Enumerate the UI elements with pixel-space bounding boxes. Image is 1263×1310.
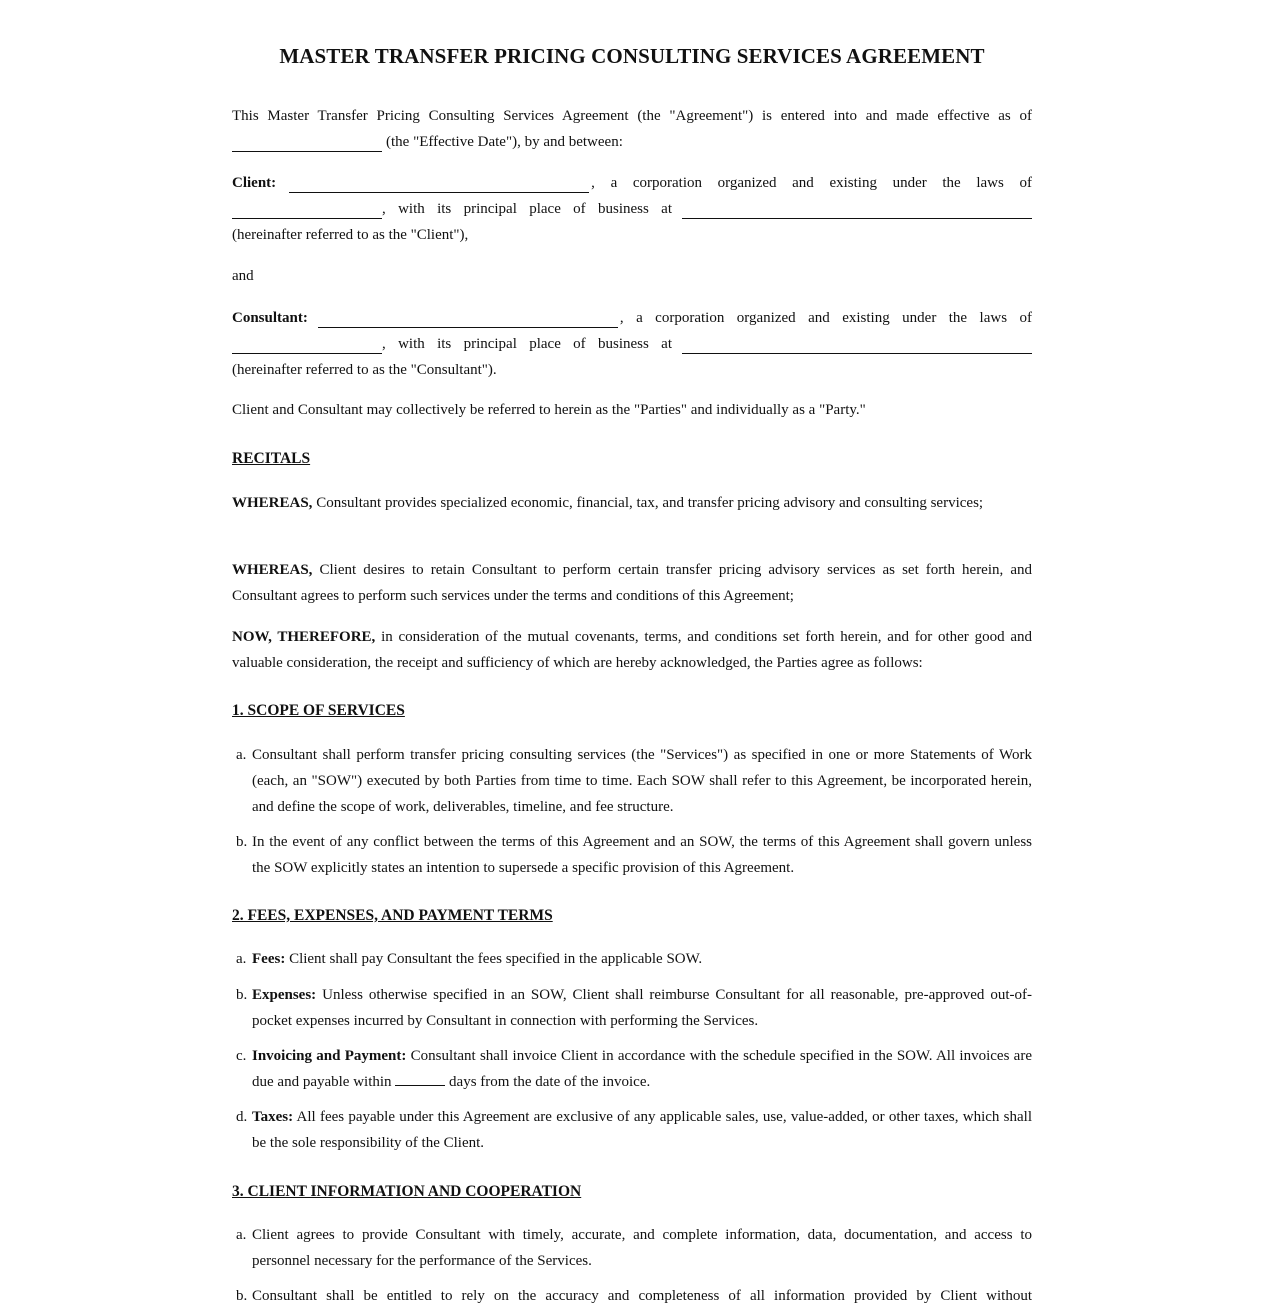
whereas-lead-2: WHEREAS, [232, 562, 313, 578]
consultant-name-blank[interactable] [318, 313, 618, 328]
invoicing-text-after: days from the date of the invoice. [445, 1073, 651, 1090]
consultant-address-blank[interactable] [682, 339, 1032, 354]
document-title: MASTER TRANSFER PRICING CONSULTING SERVICES AGREEMENT [279, 44, 985, 68]
intro-line-1: This Master Transfer Pricing Consulting Services Agreement (the "Agreement") is entered into and made effective as of [232, 108, 1032, 124]
invoicing-lead: Invoicing and Payment: [252, 1048, 407, 1064]
whereas-paragraph-2 [232, 558, 1032, 610]
list-item-text [252, 1105, 1032, 1157]
list-item [232, 947, 1032, 973]
intro-line-2: (the "Effective Date"), by and between: [386, 133, 623, 150]
whereas-paragraph-1 [232, 491, 1032, 517]
section-2-heading: 2. FEES, EXPENSES, AND PAYMENT TERMS [232, 907, 553, 924]
list-marker: b. [236, 834, 248, 850]
now-therefore-lead: NOW, THEREFORE, [232, 629, 376, 645]
consultant-text-1: , a corporation organized and existing under the laws of [619, 310, 1032, 326]
section-1-heading: 1. SCOPE OF SERVICES [232, 702, 405, 719]
list-item-text [252, 947, 1032, 973]
and-text: and [232, 268, 254, 284]
taxes-text: All fees payable under this Agreement are exclusive of any applicable sales, use, value-added, or other taxes, which shall be the sole responsibility of the Client. [252, 1109, 1032, 1151]
list-item [232, 1044, 1032, 1096]
section-3-heading: 3. CLIENT INFORMATION AND COOPERATION [232, 1183, 582, 1200]
parties-paragraph: Client and Consultant may collectively be referred to herein as the "Parties" and individually as a "Party." [232, 402, 866, 418]
whereas-text-1: Consultant provides specialized economic, financial, tax, and transfer pricing advisory and consulting services; [312, 495, 984, 511]
invoicing-text: Consultant shall invoice Client in accordance with the schedule specified in the SOW. All invoices are due and payable within [252, 1048, 1032, 1090]
list-item [232, 743, 1032, 820]
fees-text: Client shall pay Consultant the fees specified in the applicable SOW. [285, 951, 703, 967]
payment-days-blank[interactable] [395, 1071, 445, 1086]
client-jurisdiction-blank[interactable] [232, 204, 382, 219]
consultant-label: Consultant: [232, 310, 308, 326]
list-item [232, 1284, 1032, 1310]
list-item-text: Consultant shall perform transfer pricing consulting services (the "Services") as specified in one or more Statements of Work (each, an "SOW") executed by both Parties from time to time. Each SOW shall refer to this Agreement, be incorporated herein, and define the scope of work, deliverables, timeline, and fee structure. [252, 747, 1032, 815]
client-name-blank[interactable] [289, 178, 589, 193]
client-address-blank[interactable] [682, 204, 1032, 219]
consultant-text-2: , with its principal place of business at [382, 335, 672, 352]
list-item-text: Consultant shall be entitled to rely on the accuracy and completeness of all information provided by Client without [252, 1288, 1032, 1304]
list-marker: b. [236, 1288, 248, 1304]
list-marker: c. [236, 1048, 247, 1064]
intro-paragraph [232, 104, 1032, 156]
list-item [232, 1223, 1032, 1275]
now-therefore-text: in consideration of the mutual covenants, terms, and conditions set forth herein, and for other good and valuable consideration, the receipt and sufficiency of which are hereby acknowledged, the Parties agree as follows: [232, 629, 1032, 671]
list-item-text [252, 1044, 1032, 1096]
consultant-jurisdiction-blank[interactable] [232, 339, 382, 354]
effective-date-blank[interactable] [232, 137, 382, 152]
list-item-text: In the event of any conflict between the terms of this Agreement and an SOW, the terms of this Agreement shall govern unless the SOW explicitly states an intention to supersede a specific provision of this Agreement. [252, 834, 1032, 876]
fees-lead: Fees: [252, 951, 286, 967]
whereas-lead-1: WHEREAS, [232, 495, 313, 511]
list-item-text: Client agrees to provide Consultant with timely, accurate, and complete information, data, documentation, and access to personnel necessary for the performance of the Services. [252, 1227, 1032, 1269]
whereas-text-2: Client desires to retain Consultant to perform certain transfer pricing advisory services as set forth herein, and Consultant agrees to perform such services under the terms and conditions of this Agreement; [232, 562, 1032, 604]
recitals-heading: RECITALS [232, 450, 311, 467]
consultant-text-3: (hereinafter referred to as the "Consultant"). [232, 361, 497, 378]
client-paragraph [232, 171, 1032, 248]
list-marker: a. [236, 951, 247, 967]
now-therefore-paragraph [232, 625, 1032, 677]
list-item [232, 1105, 1032, 1157]
expenses-text: Unless otherwise specified in an SOW, Client shall reimburse Consultant for all reasonable, pre-approved out-of-pocket expenses incurred by Consultant in connection with performing the Services. [252, 987, 1032, 1029]
list-marker: a. [236, 747, 247, 763]
client-label: Client: [232, 175, 277, 191]
list-item [232, 983, 1032, 1035]
expenses-lead: Expenses: [252, 987, 317, 1003]
list-marker: d. [236, 1109, 248, 1125]
consultant-paragraph [232, 306, 1032, 383]
list-marker: b. [236, 987, 248, 1003]
list-item [232, 830, 1032, 882]
list-marker: a. [236, 1227, 247, 1243]
taxes-lead: Taxes: [252, 1109, 294, 1125]
list-item-text [252, 983, 1032, 1035]
client-text-1: , a corporation organized and existing under the laws of [591, 175, 1032, 191]
client-text-2: , with its principal place of business at [382, 200, 672, 217]
client-text-3: (hereinafter referred to as the "Client"), [232, 226, 469, 243]
